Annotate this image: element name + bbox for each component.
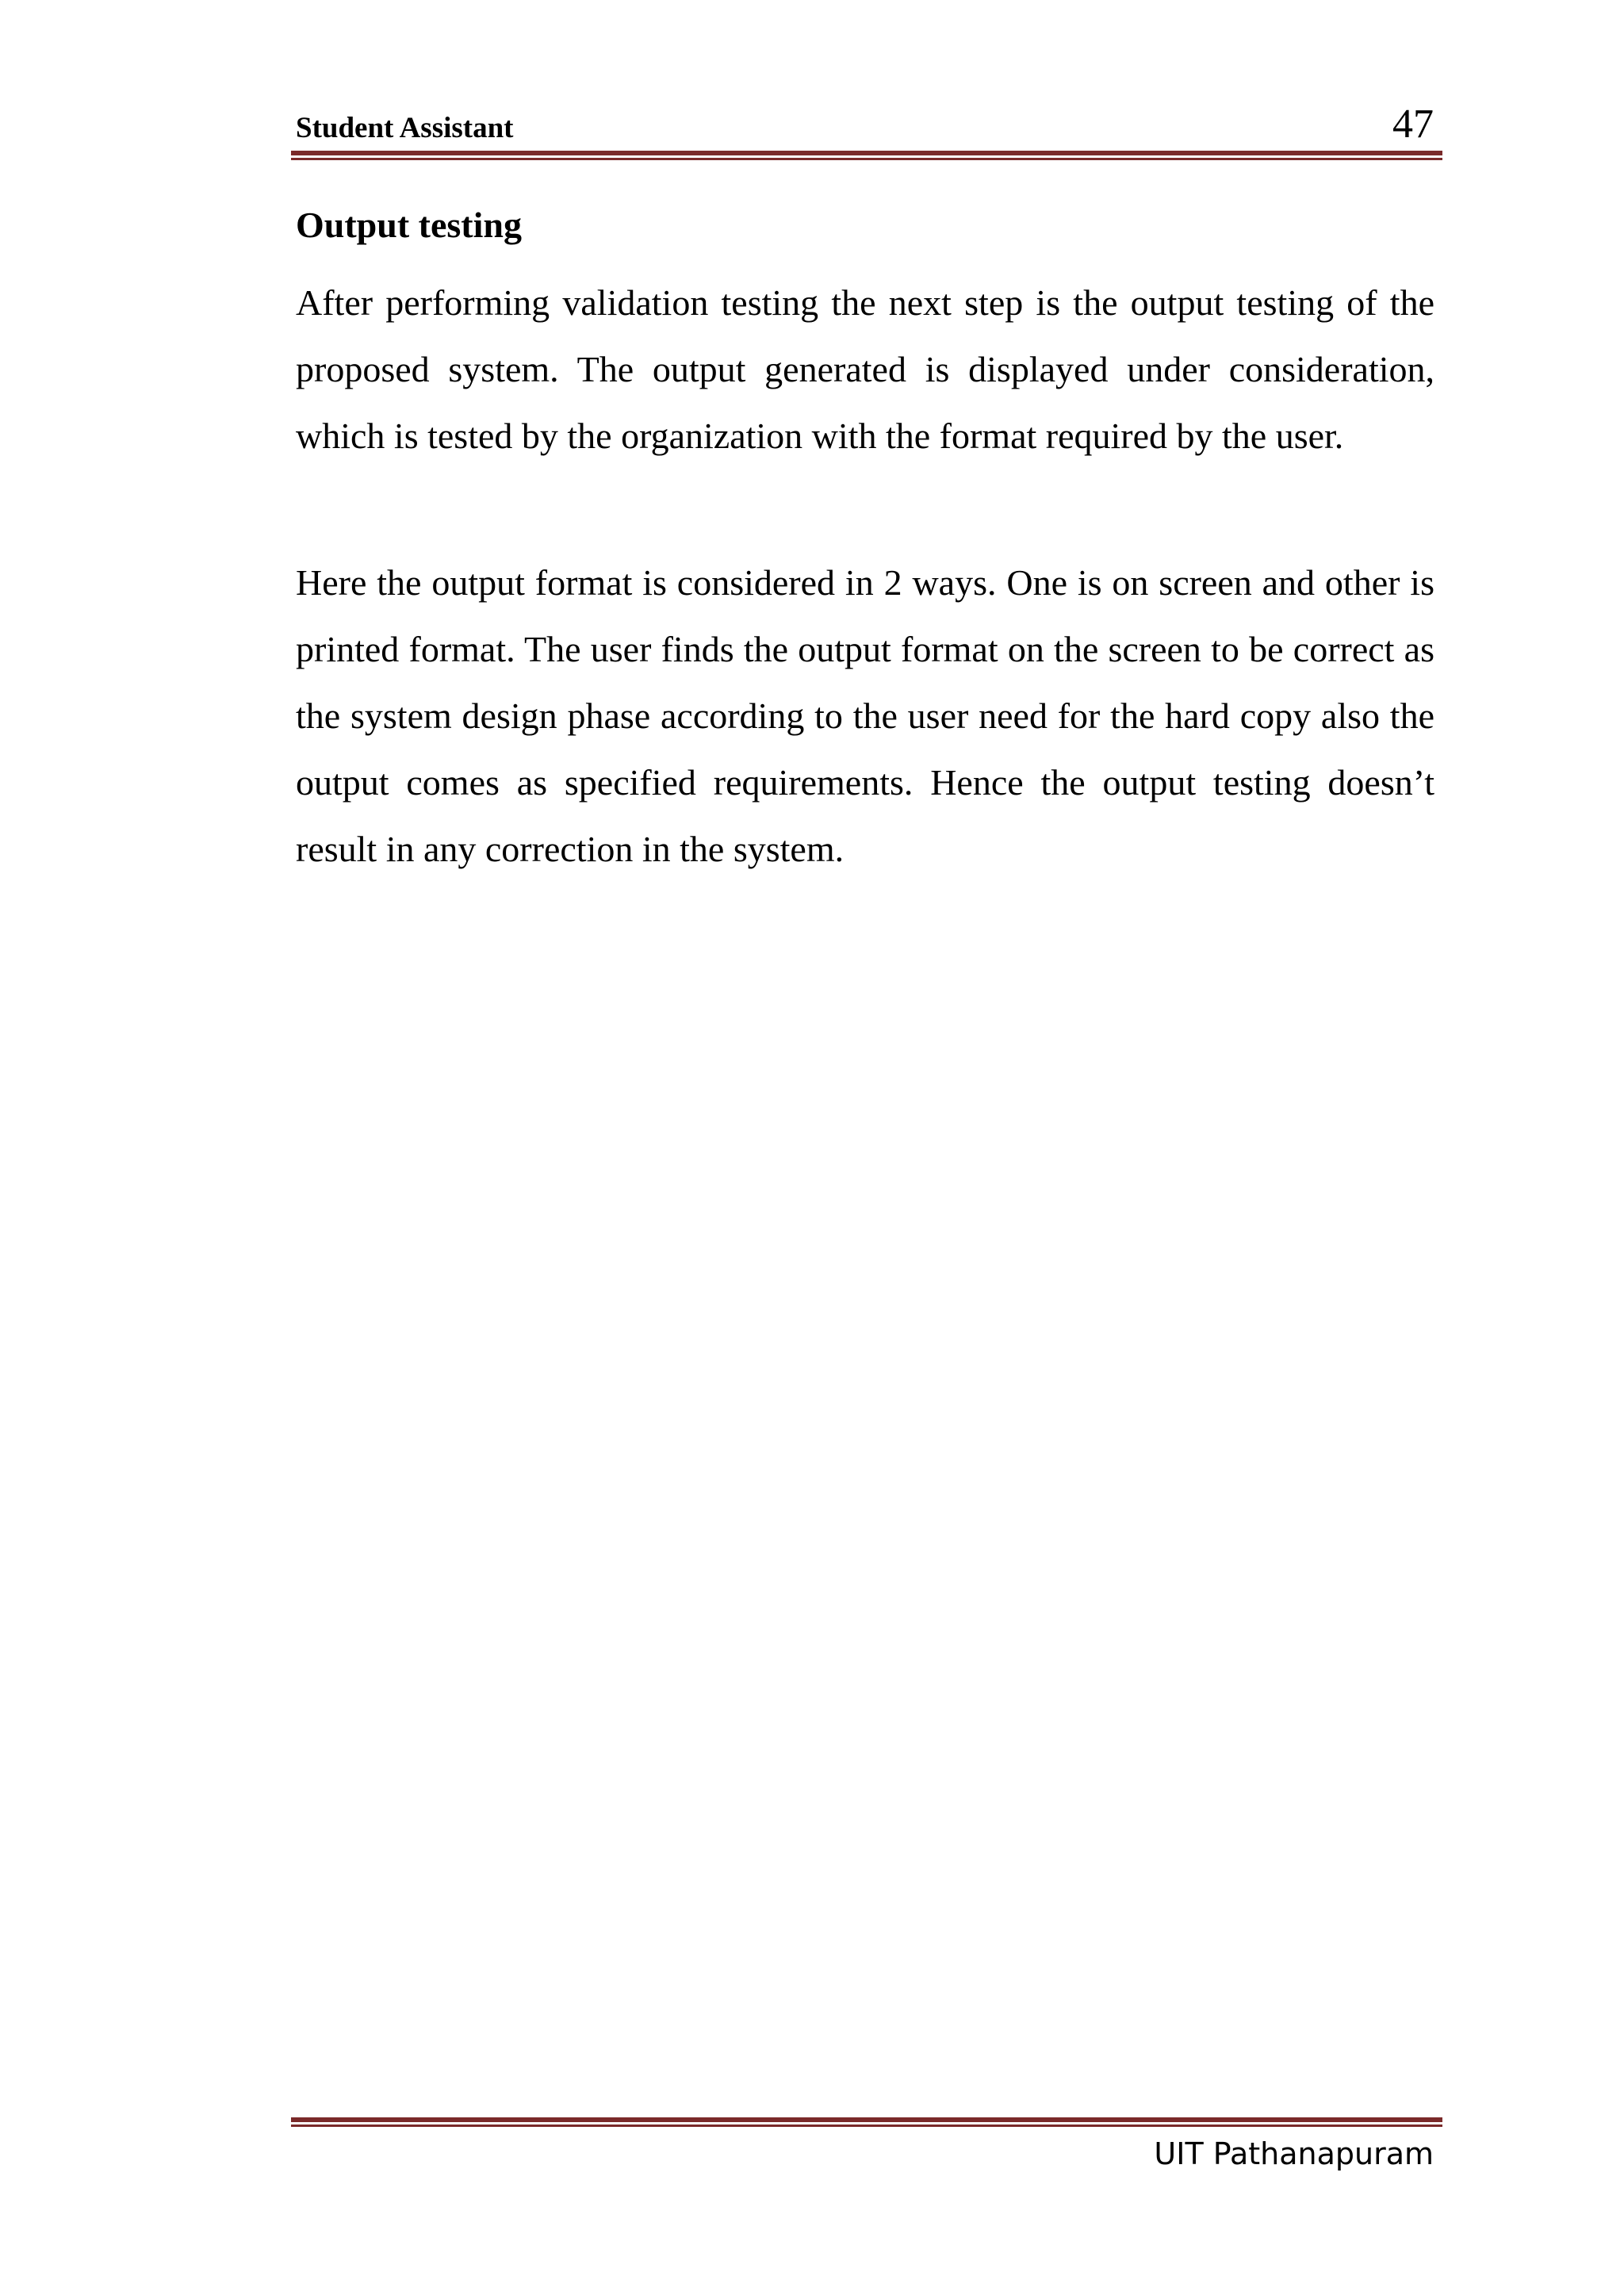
page-number: 47 bbox=[1392, 102, 1434, 147]
header-rule-thin-line bbox=[291, 158, 1442, 160]
footer-rule-thick-line bbox=[291, 2117, 1442, 2122]
footer-rule bbox=[291, 2117, 1442, 2127]
section-heading: Output testing bbox=[296, 205, 522, 245]
header-rule-thick-line bbox=[291, 151, 1442, 155]
running-footer-text: UIT Pathanapuram bbox=[1154, 2136, 1434, 2171]
body-paragraph-1: After performing validation testing the next step is the output testing of the proposed system. The output generated is displayed under consideration, which is tested by the organization with the format required by the user. bbox=[296, 282, 1434, 456]
body-paragraph-2: Here the output format is considered in 2 ways. One is on screen and other is printed format. The user finds the output format on the screen to be correct as the system design phase according to the user need for the hard copy also the output comes as specified requirements. Hence the output testing doesn’t result in any correction in the system. bbox=[296, 562, 1434, 869]
footer-rule-thin-line bbox=[291, 2125, 1442, 2127]
running-header-title: Student Assistant bbox=[296, 112, 514, 144]
header-rule bbox=[291, 151, 1442, 160]
